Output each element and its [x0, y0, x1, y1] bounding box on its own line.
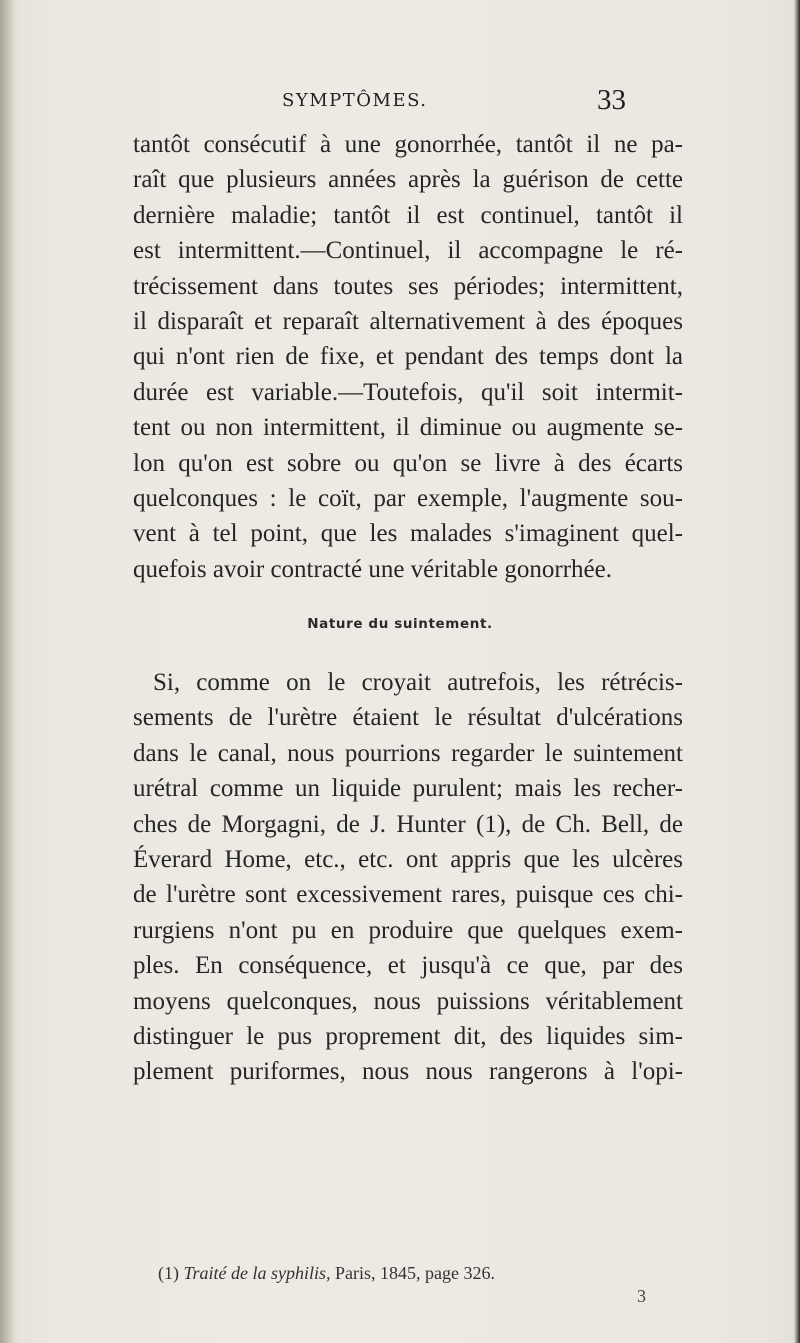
text-line: ples. En conséquence, et jusqu'à ce que, par des	[133, 952, 683, 980]
text-line: moyens quelconques, nous puissions véritablement	[133, 987, 683, 1015]
text-line: est intermittent.—Continuel, il accompagne le ré-	[133, 237, 683, 265]
text-line: quelconques : le coït, par exemple, l'augmente sou-	[133, 485, 683, 513]
paragraph-1	[133, 127, 683, 587]
text-line: sements de l'urètre étaient le résultat d'ulcérations	[133, 704, 683, 732]
text-line: dernière maladie; tantôt il est continuel, tantôt il	[133, 201, 683, 229]
text-line: ches de Morgagni, de J. Hunter (1), de Ch. Bell, de	[133, 810, 683, 838]
text-line: plement puriformes, nous nous rangerons à l'opi-	[133, 1058, 683, 1086]
text-line: trécissement dans toutes ses périodes; intermittent,	[133, 272, 683, 300]
text-line: il disparaît et reparaît alternativement à des époques	[133, 308, 683, 336]
section-heading: Nature du suintement.	[307, 616, 493, 632]
text-line: urétral comme un liquide purulent; mais les recher-	[133, 775, 683, 803]
text-line: qui n'ont rien de fixe, et pendant des temps dont la	[133, 343, 683, 371]
text-line: dans le canal, nous pourrions regarder le suintement	[133, 739, 683, 767]
text-line: durée est variable.—Toutefois, qu'il soit intermit-	[133, 378, 683, 406]
text-line: Éverard Home, etc., etc. ont appris que les ulcères	[133, 846, 683, 874]
footnote-marker: (1)	[158, 1263, 179, 1283]
text-line: raît que plusieurs années après la guérison de cette	[133, 166, 683, 194]
text-line: tent ou non intermittent, il diminue ou augmente se-	[133, 414, 683, 442]
text-line: vent à tel point, que les malades s'imaginent quel-	[133, 520, 683, 548]
footnote-reference: Paris, 1845, page 326.	[335, 1263, 495, 1283]
page-header	[0, 86, 800, 116]
text-line: lon qu'on est sobre ou qu'on se livre à des écarts	[133, 449, 683, 477]
text-line: rurgiens n'ont pu en produire que quelques exem-	[133, 916, 683, 944]
footnote	[158, 1263, 495, 1284]
text-line: tantôt consécutif à une gonorrhée, tantôt il ne pa-	[133, 131, 683, 158]
text-line: Si, comme on le croyait autrefois, les rétrécis-	[153, 669, 683, 696]
paragraph-2	[133, 665, 683, 1090]
page-right-edge	[794, 0, 800, 1343]
running-head: SYMPTÔMES.	[282, 90, 428, 111]
signature-mark: 3	[637, 1286, 646, 1306]
text-line: quefois avoir contracté une véritable gonorrhée.	[133, 555, 612, 583]
text-line: distinguer le pus proprement dit, des liquides sim-	[133, 1023, 683, 1051]
page-number: 33	[597, 84, 626, 116]
page-binding-edge	[0, 0, 14, 1343]
footnote-title: Traité de la syphilis,	[183, 1263, 331, 1283]
text-line: de l'urètre sont excessivement rares, puisque ces chi-	[133, 881, 683, 909]
